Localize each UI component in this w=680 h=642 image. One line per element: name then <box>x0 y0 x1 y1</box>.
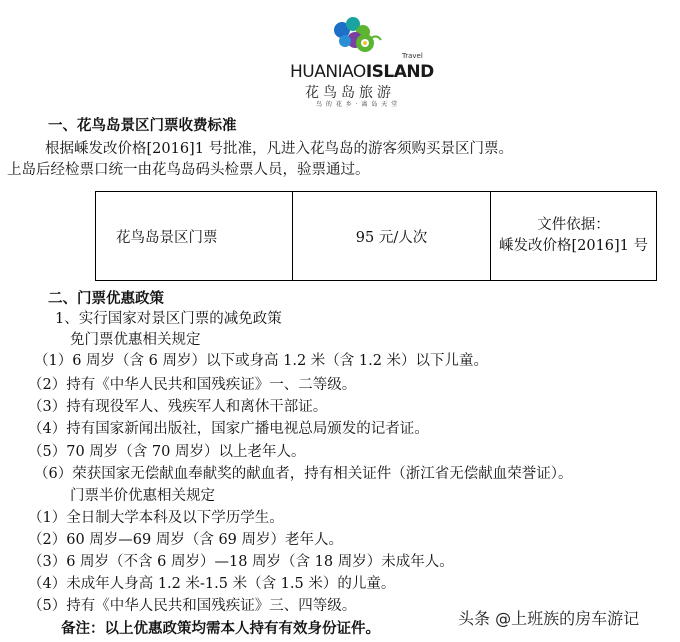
half-item: （2）60 周岁—69 周岁（含 69 周岁）老年人。 <box>28 532 344 548</box>
basis-label: 文件依据： <box>537 217 610 233</box>
half-item: （5）持有《中华人民共和国残疾证》三、四等级。 <box>28 598 357 614</box>
ticket-item: 花鸟岛景区门票 <box>116 229 218 246</box>
basis-value: 嵊发改价格[2016]1 号 <box>498 238 649 254</box>
half-title: 门票半价优惠相关规定 <box>70 488 215 504</box>
half-item: （4）未成年人身高 1.2 米-1.5 米（含 1.5 米）的儿童。 <box>28 576 396 592</box>
section1-heading: 一、花鸟岛景区门票收费标准 <box>48 117 237 134</box>
ticket-basis-cell <box>491 192 656 280</box>
ticket-price: 95 元/人次 <box>355 229 428 246</box>
ticket-item-cell <box>96 192 293 280</box>
free-item: （6）荣获国家无偿献血奉献奖的献血者，持有相关证件（浙江省无偿献血荣誉证）。 <box>34 466 573 482</box>
section2-heading: 二、门票优惠政策 <box>48 290 164 307</box>
ticket-price-cell <box>293 192 491 280</box>
brand-chinese: 花鸟岛旅游 <box>305 85 395 101</box>
free-item: （3）持有现役军人、残疾军人和离休干部证。 <box>28 399 328 415</box>
ticket-price-table <box>95 191 657 281</box>
free-item: （5）70 周岁（含 70 周岁）以上老年人。 <box>28 444 306 460</box>
section2-sub1: 1、实行国家对景区门票的减免政策 <box>55 311 282 327</box>
free-item: （4）持有国家新闻出版社，国家广播电视总局颁发的记者证。 <box>28 421 429 437</box>
free-item: （1）6 周岁（含 6 周岁）以下或身高 1.2 米（含 1.2 米）以下儿童。 <box>34 353 489 369</box>
brand-slogan: 鸟 的 花 乡 · 离 岛 天 堂 <box>316 101 399 108</box>
policy-note: 备注：以上优惠政策均需本人持有有效身份证件。 <box>61 620 380 637</box>
brand-travel-label: Travel <box>402 52 423 60</box>
section1-para2: 上岛后经检票口统一由花鸟岛码头检票人员，验票通过。 <box>7 162 370 178</box>
half-item: （3）6 周岁（不含 6 周岁）—18 周岁（含 18 周岁）未成年人。 <box>28 554 454 570</box>
brand-thin: HUANIAO <box>290 62 366 82</box>
free-item: （2）持有《中华人民共和国残疾证》一、二等级。 <box>28 377 357 393</box>
brand-bold: ISLAND <box>365 62 434 82</box>
watermark: 头条 @上班族的房车游记 <box>458 609 640 628</box>
section1-para1: 根据嵊发改价格[2016]1 号批准，凡进入花鸟岛的游客须购买景区门票。 <box>45 141 514 157</box>
free-title: 免门票优惠相关规定 <box>70 332 201 348</box>
flower-icon <box>334 17 381 52</box>
half-item: （1）全日制大学本科及以下学历学生。 <box>28 510 284 526</box>
brand-wordmark <box>290 62 434 82</box>
